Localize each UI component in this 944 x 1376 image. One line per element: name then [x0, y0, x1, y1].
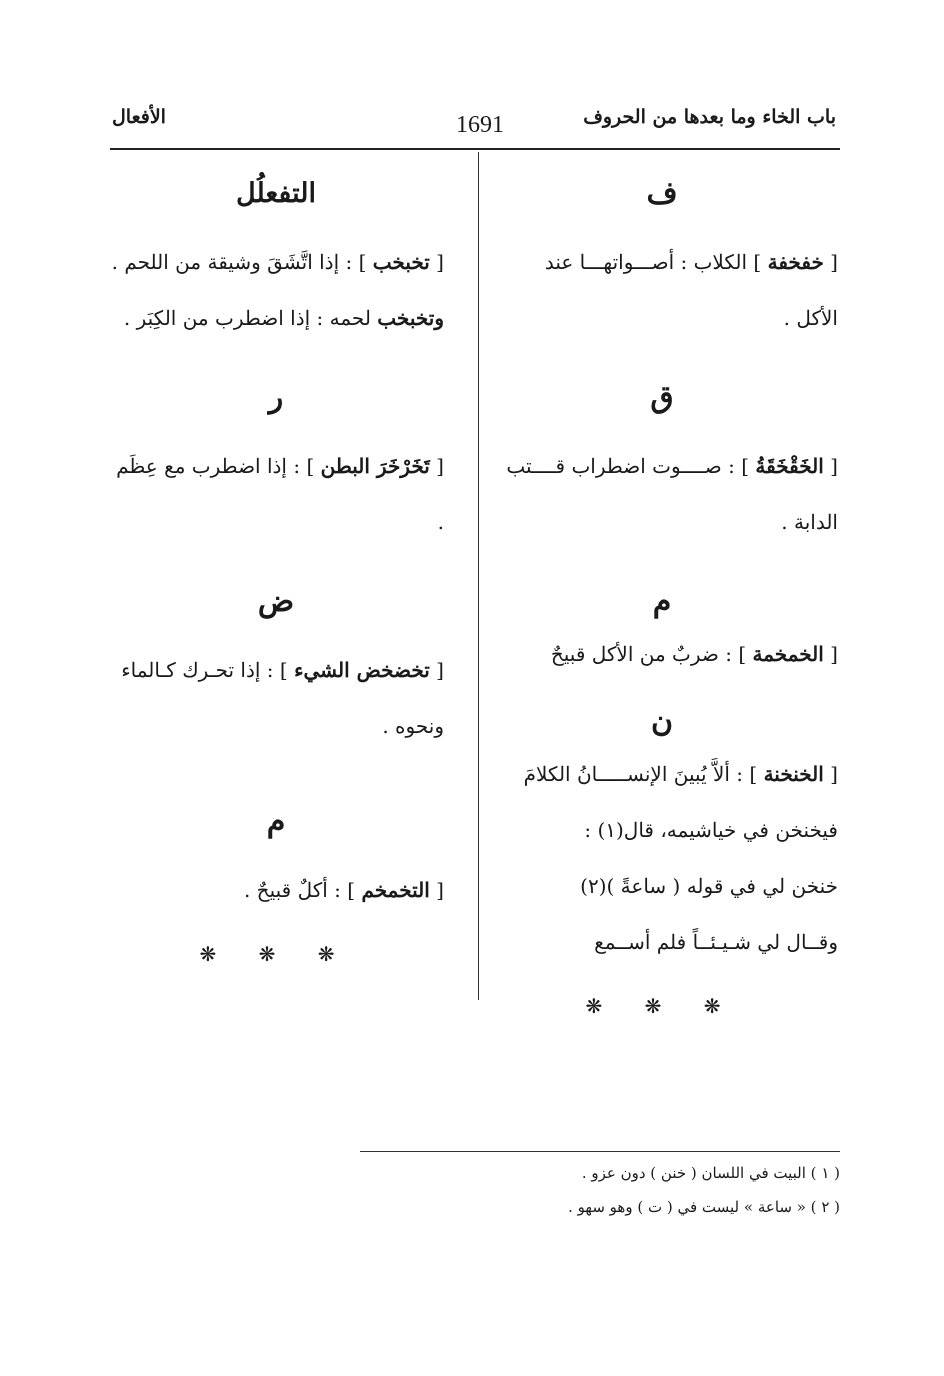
entry-keyword: الخَقْخَقَةُ [755, 454, 824, 478]
section-end-stars: ❋ ❋ ❋ [585, 994, 739, 1018]
entry-text: : إذا اتَّشَقَ وشيقة من اللحم . [111, 250, 353, 274]
entry-text: : ضربٌ من الأكل قبيحٌ [550, 642, 732, 666]
entry-text: : صــــوت اضطراب قــــتب [506, 454, 735, 478]
verse-line-1: خنخن لي في قوله ( ساعةً )(٢) [580, 874, 838, 898]
footnote-rule [360, 1151, 840, 1152]
entry-keyword: الخنخنة [763, 762, 824, 786]
entry-takhabkhub-lahmuhu [108, 290, 444, 346]
entry-khafkhafa: [ خفخفة ] الكلاب : أصـــواتهـــا عند [544, 250, 838, 274]
footnote-1: ( ١ ) البيت في اللسان ( خنن ) دون عزو . [581, 1164, 840, 1182]
entry-text: الكلاب : أصـــواتهـــا عند [544, 250, 748, 274]
header-rule [110, 148, 840, 150]
section-letter-fa: ف [646, 176, 678, 211]
left-column [108, 170, 444, 974]
entry-text: : أكلٌ قبيحٌ . [243, 878, 341, 902]
entry-takhadkhud: [ تخضخض الشيء ] : إذا تحـرك كـالماء [121, 658, 444, 682]
entry-keyword: التخمخم [361, 878, 430, 902]
entry-continuation: الأكل . [783, 306, 838, 330]
right-column [486, 170, 838, 1026]
section-letter-mim: م [266, 804, 286, 839]
column-divider [478, 152, 479, 1000]
entry-continuation: الدابة . [781, 510, 838, 534]
entry-keyword: تخبخب [372, 250, 430, 274]
entry-continuation: ونحوه . [382, 714, 444, 738]
entry-keyword: تخضخض الشيء [294, 658, 430, 682]
entry-keyword: تَخَرْخَرَ البطن [320, 454, 430, 478]
section-title-tafaulul: التفعلُل [236, 178, 316, 209]
section-letter-ra: ر [268, 380, 284, 415]
section-letter-dad: ض [257, 584, 295, 619]
section-letter-qaf: ق [650, 380, 674, 415]
page-header-left-title: الأفعال [112, 106, 166, 128]
page-header-right-title: باب الخاء وما بعدها من الحروف [583, 106, 836, 128]
entry-text: : ألاَّ يُبينَ الإنســـــانُ الكلامَ [523, 762, 744, 786]
section-end-stars: ❋ ❋ ❋ [199, 942, 353, 966]
entry-continuation: فيخنخن في خياشيمه، قال(١) : [584, 818, 838, 842]
entry-text: لحمه : إذا اضطرب من الكِبَر . [123, 306, 371, 330]
entry-text: : إذا اضطرب مع عِظَم . [116, 454, 444, 534]
page-number: 1691 [456, 112, 504, 138]
entry-text: : إذا تحـرك كـالماء [121, 658, 274, 682]
entry-keyword: خفخفة [767, 250, 824, 274]
entry-khaqkhaqa: [ الخَقْخَقَةُ ] : صــــوت اضطراب قــــتب [506, 454, 838, 478]
entry-takhamkhum: [ التخمخم ] : أكلٌ قبيحٌ . [243, 878, 444, 902]
entry-keyword: وتخبخب [377, 306, 444, 330]
verse-line-2: وقــال لي شـيـئــاً فلم أســمع [594, 930, 838, 954]
section-letter-mim: م [652, 584, 672, 619]
entry-takhabkhub: [ تخبخب ] : إذا اتَّشَقَ وشيقة من اللحم . [111, 250, 444, 274]
entry-takharkhur: [ تَخَرْخَرَ البطن ] : إذا اضطرب مع عِظَم . [116, 454, 444, 534]
entry-khankhana: [ الخنخنة ] : ألاَّ يُبينَ الإنســـــانُ الكلامَ [523, 762, 838, 786]
entry-keyword: الخمخمة [752, 642, 824, 666]
footnote-2: ( ٢ ) « ساعة » ليست في ( ت ) وهو سهو . [568, 1198, 840, 1216]
entry-khamkhama: [ الخمخمة ] : ضربٌ من الأكل قبيحٌ [550, 642, 838, 666]
section-letter-nun: ن [650, 704, 674, 739]
